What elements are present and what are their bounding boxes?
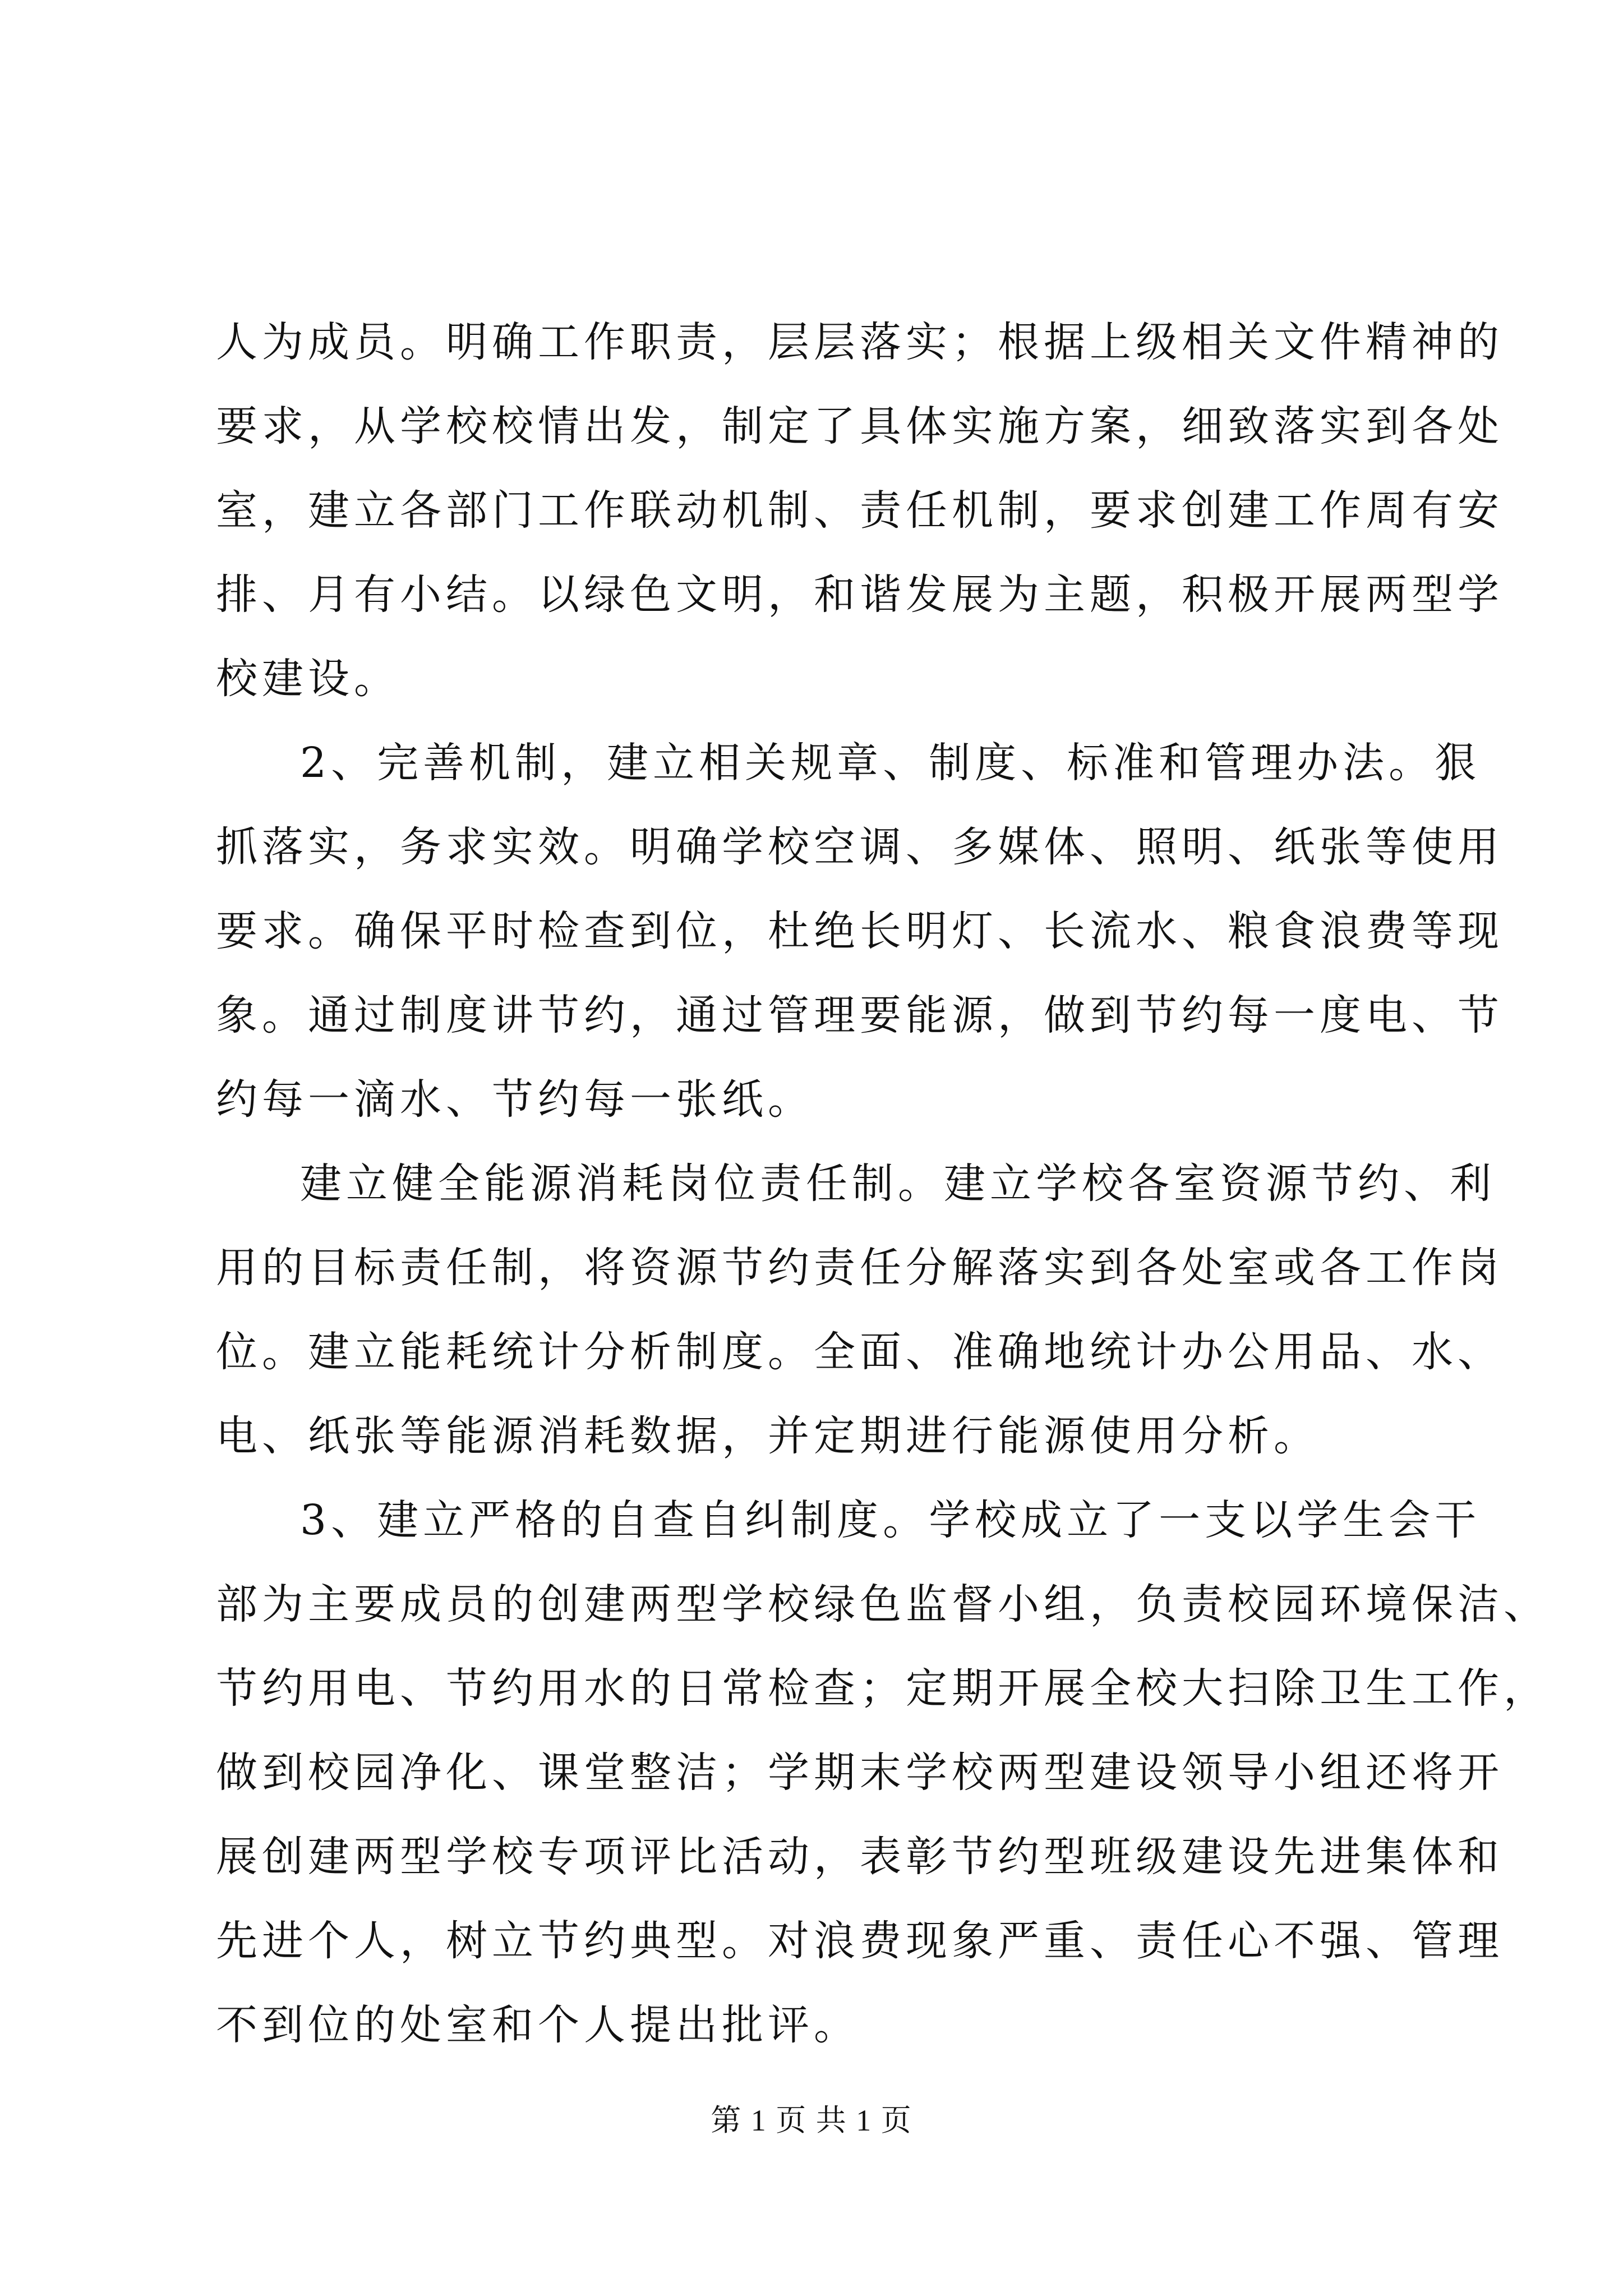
paragraph-3-line-4: 电、纸张等能源消耗数据，并定期进行能源使用分析。 <box>216 1412 1320 1460</box>
paragraph-2-line-1: 2、完善机制，建立相关规章、制度、标准和管理办法。狠 <box>300 739 1481 787</box>
paragraph-4-line-1: 3、建立严格的自查自纠制度。学校成立了一支以学生会干 <box>300 1496 1481 1544</box>
paragraph-1-line-2: 要求，从学校校情出发，制定了具体实施方案，细致落实到各处 <box>216 402 1504 450</box>
paragraph-2-line-5: 约每一滴水、节约每一张纸。 <box>216 1075 814 1124</box>
paragraph-1-line-3: 室，建立各部门工作联动机制、责任机制，要求创建工作周有安 <box>216 486 1504 535</box>
paragraph-4-line-4: 做到校园净化、课堂整洁；学期末学校两型建设领导小组还将开 <box>216 1749 1504 1797</box>
paragraph-2-line-2: 抓落实，务求实效。明确学校空调、多媒体、照明、纸张等使用 <box>216 823 1504 871</box>
paragraph-3-line-1: 建立健全能源消耗岗位责任制。建立学校各室资源节约、利 <box>300 1159 1496 1208</box>
document-body <box>216 300 1550 2067</box>
paragraph-4-line-2: 部为主要成员的创建两型学校绿色监督小组，负责校园环境保洁、 <box>216 1580 1550 1628</box>
paragraph-1-line-5: 校建设。 <box>216 655 400 703</box>
paragraph-1-line-1: 人为成员。明确工作职责，层层落实；根据上级相关文件精神的 <box>216 318 1504 366</box>
paragraph-4-line-5: 展创建两型学校专项评比活动，表彰节约型班级建设先进集体和 <box>216 1833 1504 1881</box>
paragraph-4-line-3: 节约用电、节约用水的日常检查；定期开展全校大扫除卫生工作， <box>216 1664 1550 1713</box>
page-number-footer: 第 1 页 共 1 页 <box>711 2104 912 2137</box>
paragraph-3-line-2: 用的目标责任制，将资源节约责任分解落实到各处室或各工作岗 <box>216 1244 1504 1292</box>
paragraph-2-line-4: 象。通过制度讲节约，通过管理要能源，做到节约每一度电、节 <box>216 991 1504 1039</box>
paragraph-2-line-3: 要求。确保平时检查到位，杜绝长明灯、长流水、粮食浪费等现 <box>216 907 1504 955</box>
paragraph-3-line-3: 位。建立能耗统计分析制度。全面、准确地统计办公用品、水、 <box>216 1328 1504 1376</box>
paragraph-4-line-6: 先进个人，树立节约典型。对浪费现象严重、责任心不强、管理 <box>216 1917 1504 1965</box>
paragraph-1-line-4: 排、月有小结。以绿色文明，和谐发展为主题，积极开展两型学 <box>216 570 1504 619</box>
paragraph-4-line-7: 不到位的处室和个人提出批评。 <box>216 2001 860 2049</box>
